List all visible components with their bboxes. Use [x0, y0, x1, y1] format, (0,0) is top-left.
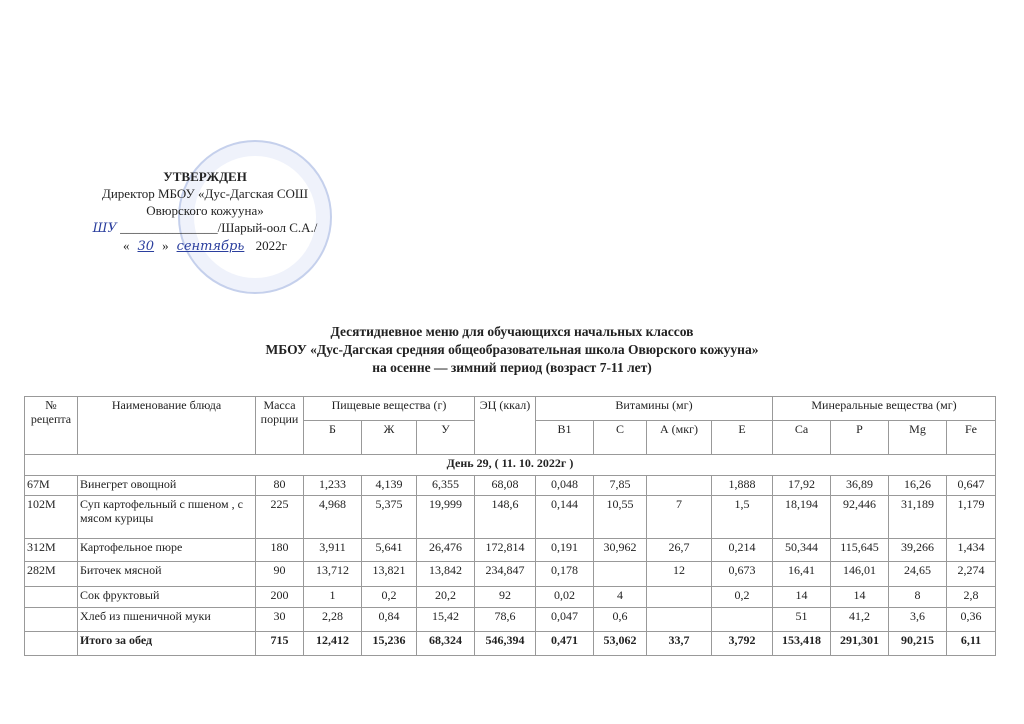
cell-value: 180: [256, 539, 304, 562]
recipe-number: [25, 587, 78, 608]
cell-value: [647, 608, 712, 632]
approval-line-2: Овюрского кожууна»: [146, 203, 264, 218]
cell-value: 16,26: [889, 476, 947, 496]
header-sub: У: [417, 421, 475, 455]
total-row: [25, 632, 996, 656]
cell-value: 68,324: [417, 632, 475, 656]
cell-value: 90: [256, 562, 304, 587]
day-label: День 29, ( 11. 10. 2022г ): [25, 455, 996, 476]
header-sub: А (мкг): [647, 421, 712, 455]
cell-value: 0,047: [536, 608, 594, 632]
recipe-number: [25, 608, 78, 632]
header-sub: Ж: [362, 421, 417, 455]
cell-value: 0,471: [536, 632, 594, 656]
cell-value: 0,178: [536, 562, 594, 587]
table-row: [25, 476, 996, 496]
cell-value: 6,11: [947, 632, 996, 656]
header-mass: Масса порции: [256, 397, 304, 455]
header-sub: C: [594, 421, 647, 455]
cell-value: 16,41: [773, 562, 831, 587]
cell-value: 0,144: [536, 496, 594, 539]
cell-value: 80: [256, 476, 304, 496]
cell-value: 14: [831, 587, 889, 608]
cell-value: 31,189: [889, 496, 947, 539]
cell-value: [647, 587, 712, 608]
cell-value: 12: [647, 562, 712, 587]
recipe-number: 282М: [25, 562, 78, 587]
cell-value: 225: [256, 496, 304, 539]
cell-value: [594, 562, 647, 587]
header-minerals: Минеральные вещества (мг): [773, 397, 996, 421]
cell-value: 26,476: [417, 539, 475, 562]
date-open: «: [123, 238, 130, 253]
dish-name: Хлеб из пшеничной муки: [78, 608, 256, 632]
header-sub: B1: [536, 421, 594, 455]
cell-value: 2,274: [947, 562, 996, 587]
approval-line-1: Директор МБОУ «Дус-Дагская СОШ: [101, 186, 309, 201]
header-energy: ЭЦ (ккал): [475, 397, 536, 455]
cell-value: 13,821: [362, 562, 417, 587]
document-title: [0, 323, 1024, 377]
cell-value: 0,048: [536, 476, 594, 496]
cell-value: 0,191: [536, 539, 594, 562]
cell-value: 14: [773, 587, 831, 608]
cell-value: 4,968: [304, 496, 362, 539]
cell-value: 41,2: [831, 608, 889, 632]
approval-date: [60, 237, 350, 255]
cell-value: 33,7: [647, 632, 712, 656]
cell-value: 0,02: [536, 587, 594, 608]
header-name: Наименование блюда: [78, 397, 256, 455]
cell-value: 2,8: [947, 587, 996, 608]
date-year: 2022г: [255, 238, 287, 253]
cell-value: 78,6: [475, 608, 536, 632]
header-vitamins: Витамины (мг): [536, 397, 773, 421]
cell-value: 0,84: [362, 608, 417, 632]
cell-value: 0,6: [594, 608, 647, 632]
cell-value: 13,842: [417, 562, 475, 587]
cell-value: 7: [647, 496, 712, 539]
cell-value: 1,233: [304, 476, 362, 496]
cell-value: 26,7: [647, 539, 712, 562]
cell-value: 13,712: [304, 562, 362, 587]
approval-title: УТВЕРЖДЕН: [163, 169, 247, 184]
cell-value: 30: [256, 608, 304, 632]
cell-value: 6,355: [417, 476, 475, 496]
dish-name: Картофельное пюре: [78, 539, 256, 562]
cell-value: 146,01: [831, 562, 889, 587]
header-sub: Fe: [947, 421, 996, 455]
dish-name: Суп картофельный с пшеном , с мясом курицы: [78, 496, 256, 539]
cell-value: 53,062: [594, 632, 647, 656]
cell-value: 2,28: [304, 608, 362, 632]
cell-value: 234,847: [475, 562, 536, 587]
cell-value: 1,179: [947, 496, 996, 539]
dish-name: Сок фруктовый: [78, 587, 256, 608]
cell-value: 3,911: [304, 539, 362, 562]
header-sub: Ca: [773, 421, 831, 455]
cell-value: 5,375: [362, 496, 417, 539]
menu-table: [24, 396, 996, 656]
header-recipe: № рецепта: [25, 397, 78, 455]
cell-value: 0,2: [362, 587, 417, 608]
cell-value: 39,266: [889, 539, 947, 562]
cell-value: 4,139: [362, 476, 417, 496]
cell-value: 92: [475, 587, 536, 608]
cell-value: 546,394: [475, 632, 536, 656]
recipe-number: 67М: [25, 476, 78, 496]
recipe-number: 102М: [25, 496, 78, 539]
cell-value: 715: [256, 632, 304, 656]
cell-value: 15,236: [362, 632, 417, 656]
table-row: [25, 496, 996, 539]
cell-value: 90,215: [889, 632, 947, 656]
cell-value: 50,344: [773, 539, 831, 562]
cell-value: 12,412: [304, 632, 362, 656]
cell-value: 3,6: [889, 608, 947, 632]
cell-value: [712, 608, 773, 632]
table-row: [25, 608, 996, 632]
cell-value: 1: [304, 587, 362, 608]
cell-value: 20,2: [417, 587, 475, 608]
cell-value: 7,85: [594, 476, 647, 496]
cell-value: 19,999: [417, 496, 475, 539]
cell-value: 291,301: [831, 632, 889, 656]
signature: ШУ: [92, 221, 117, 236]
cell-value: 30,962: [594, 539, 647, 562]
title-line-3: на осенне — зимний период (возраст 7-11 лет): [372, 360, 652, 375]
cell-value: 15,42: [417, 608, 475, 632]
cell-value: 17,92: [773, 476, 831, 496]
cell-value: 92,446: [831, 496, 889, 539]
title-line-2: МБОУ «Дус-Дагская средняя общеобразовательная школа Овюрского кожууна»: [265, 342, 759, 357]
cell-value: 0,647: [947, 476, 996, 496]
table-row: [25, 562, 996, 587]
cell-value: 1,5: [712, 496, 773, 539]
cell-value: 8: [889, 587, 947, 608]
dish-name: Винегрет овощной: [78, 476, 256, 496]
title-line-1: Десятидневное меню для обучающихся начальных классов: [330, 324, 694, 339]
dish-name: Итого за обед: [78, 632, 256, 656]
cell-value: 115,645: [831, 539, 889, 562]
cell-value: 153,418: [773, 632, 831, 656]
cell-value: 10,55: [594, 496, 647, 539]
cell-value: 24,65: [889, 562, 947, 587]
recipe-number: [25, 632, 78, 656]
cell-value: 0,673: [712, 562, 773, 587]
date-day: 30: [137, 239, 155, 254]
cell-value: [647, 476, 712, 496]
date-month: сентябрь: [176, 239, 245, 254]
cell-value: 148,6: [475, 496, 536, 539]
cell-value: 0,214: [712, 539, 773, 562]
cell-value: 18,194: [773, 496, 831, 539]
cell-value: 51: [773, 608, 831, 632]
header-sub: Б: [304, 421, 362, 455]
signature-line: [60, 219, 350, 237]
cell-value: 1,888: [712, 476, 773, 496]
header-sub: E: [712, 421, 773, 455]
cell-value: 0,36: [947, 608, 996, 632]
cell-value: 4: [594, 587, 647, 608]
cell-value: 3,792: [712, 632, 773, 656]
header-sub: Mg: [889, 421, 947, 455]
cell-value: 0,2: [712, 587, 773, 608]
signature-name: _______________/Шарый-оол С.А./: [120, 220, 318, 235]
cell-value: 200: [256, 587, 304, 608]
dish-name: Биточек мясной: [78, 562, 256, 587]
header-sub: P: [831, 421, 889, 455]
date-mid: »: [162, 238, 169, 253]
table-row: [25, 539, 996, 562]
cell-value: 172,814: [475, 539, 536, 562]
cell-value: 68,08: [475, 476, 536, 496]
cell-value: 5,641: [362, 539, 417, 562]
table-row: [25, 587, 996, 608]
approval-block: [60, 168, 350, 255]
cell-value: 1,434: [947, 539, 996, 562]
recipe-number: 312М: [25, 539, 78, 562]
header-nutrients: Пищевые вещества (г): [304, 397, 475, 421]
cell-value: 36,89: [831, 476, 889, 496]
